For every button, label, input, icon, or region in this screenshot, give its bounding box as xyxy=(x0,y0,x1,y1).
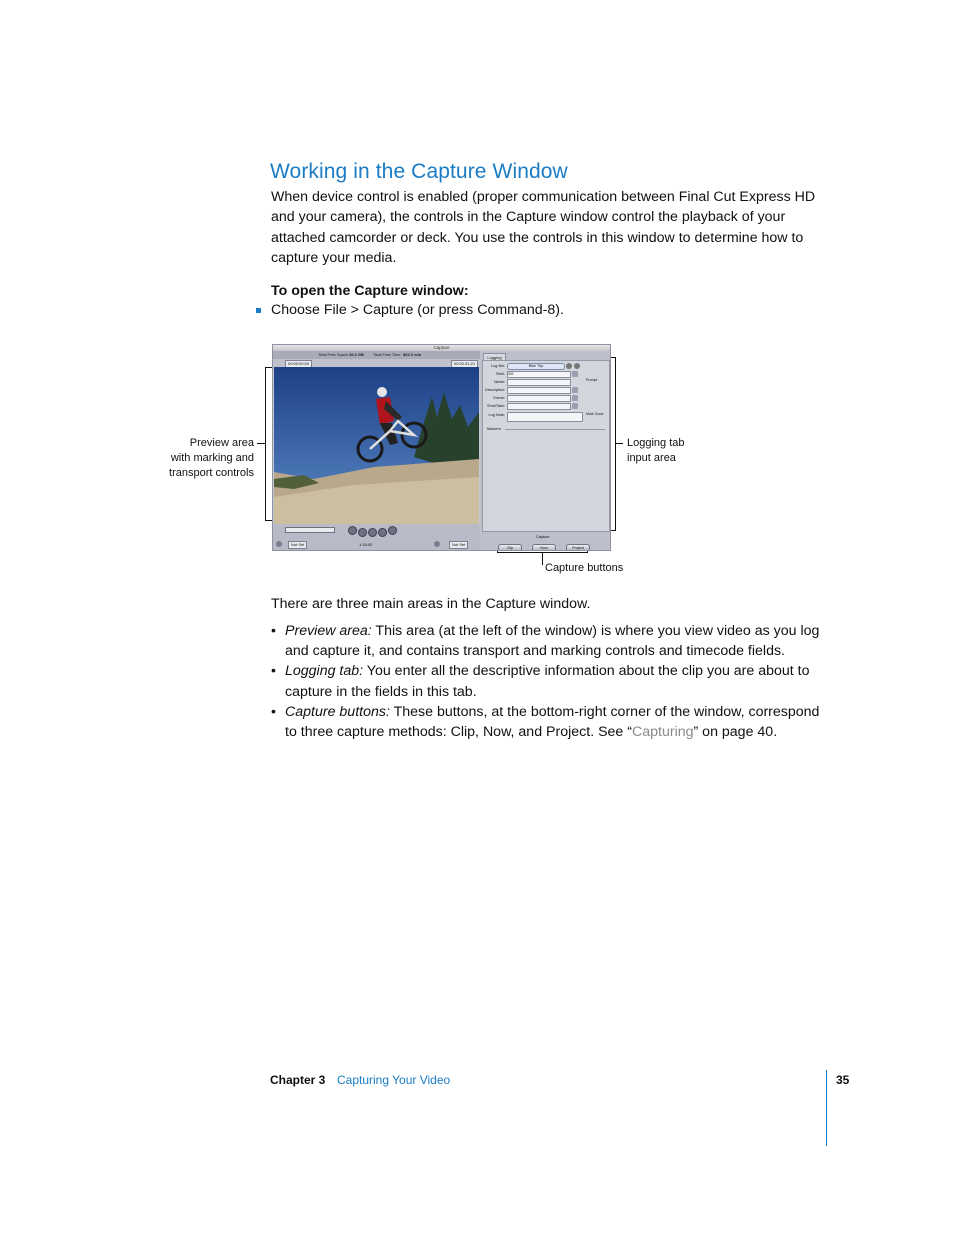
preview-video xyxy=(274,367,479,524)
reel-label: Reel: xyxy=(496,372,505,376)
play-button[interactable] xyxy=(368,528,377,537)
scene-slate-icon[interactable] xyxy=(572,395,578,401)
preview-callout-line1: Preview area xyxy=(189,437,254,449)
capture-window-screenshot xyxy=(272,344,611,551)
timecode-bar xyxy=(273,359,480,367)
preview-callout-line3: transport controls xyxy=(169,467,254,479)
free-space-value: 49.2 GB xyxy=(349,352,364,357)
markers-divider xyxy=(505,429,605,430)
capture-callout-leader xyxy=(542,553,543,565)
logging-panel xyxy=(480,351,610,550)
rewind-button[interactable] xyxy=(348,526,357,535)
capture-group-label: Capture xyxy=(536,535,550,539)
fast-forward-button[interactable] xyxy=(388,526,397,535)
mark-in-field[interactable]: Not Set xyxy=(288,541,307,549)
preview-callout-line2: with marking and xyxy=(170,452,254,464)
log-note-label: Log Note: xyxy=(488,413,505,417)
mark-in-icon[interactable] xyxy=(276,541,282,547)
description-field[interactable] xyxy=(507,387,571,394)
free-time-label: Total Free Time xyxy=(373,352,401,357)
list-item-preview-area xyxy=(271,621,831,661)
term-preview-area: Preview area: xyxy=(285,623,372,639)
capture-project-button[interactable]: Project xyxy=(566,544,590,551)
footer-chapter: Chapter 3 xyxy=(270,1073,326,1087)
name-label: Name: xyxy=(493,380,505,384)
preview-area-callout xyxy=(150,436,254,481)
log-bin-button[interactable]: Bike Trip xyxy=(507,363,565,370)
prev-frame-button[interactable] xyxy=(358,528,367,537)
free-space-label: Total Free Space xyxy=(318,352,349,357)
desc-preview-area: This area (at the left of the window) is where you view video as you log and capture it, and contains transport and marking controls and timecode fields. xyxy=(285,623,820,660)
summary-intro: There are three main areas in the Capture window. xyxy=(271,596,591,612)
mark-out-icon[interactable] xyxy=(434,541,440,547)
timecode-current-field[interactable]: 00:02:31;21 xyxy=(451,360,478,368)
bullet-glyph: • xyxy=(271,703,276,720)
free-time-value: 862.3 min xyxy=(403,352,422,357)
next-frame-button[interactable] xyxy=(378,528,387,537)
logging-callout-leader xyxy=(616,443,623,444)
name-field[interactable] xyxy=(507,379,571,386)
shot-take-label: Shot/Take: xyxy=(487,404,505,408)
areas-list xyxy=(271,621,831,742)
shot-take-field[interactable] xyxy=(507,403,571,410)
footer-chapter-title[interactable]: Capturing Your Video xyxy=(337,1073,451,1087)
log-note-field[interactable] xyxy=(507,412,583,422)
footer-divider xyxy=(826,1070,827,1146)
logging-callout-line1: Logging tab xyxy=(627,437,685,449)
transport-controls xyxy=(273,524,480,550)
duration-field: 1:15:00 xyxy=(359,542,373,547)
log-bin-label: Log Bin: xyxy=(491,364,505,368)
window-title: Capture xyxy=(273,345,610,351)
reel-slate-icon[interactable] xyxy=(572,371,578,377)
list-item-logging-tab xyxy=(271,661,831,701)
capture-buttons-callout: Capture buttons xyxy=(545,562,624,574)
timecode-duration-field[interactable]: 00:00:00;00 xyxy=(285,360,312,368)
logging-callout-line2: input area xyxy=(627,452,676,464)
bullet-glyph: • xyxy=(271,623,276,639)
logging-tab-body xyxy=(482,360,610,532)
scene-field[interactable] xyxy=(507,395,571,402)
capturing-link[interactable]: Capturing xyxy=(631,724,694,741)
description-slate-icon[interactable] xyxy=(572,387,578,393)
list-item-capture-buttons xyxy=(271,702,831,742)
free-space-bar xyxy=(273,351,480,359)
procedure-step: Choose File > Capture (or press Command-8). xyxy=(271,302,564,318)
step-bullet-icon xyxy=(256,308,261,313)
section-heading: Working in the Capture Window xyxy=(270,160,568,183)
tab-logging[interactable]: Logging xyxy=(483,353,506,361)
capture-now-button[interactable]: Now xyxy=(532,544,556,551)
description-label: Description: xyxy=(484,388,505,392)
scene-label: Scene: xyxy=(493,396,505,400)
bullet-glyph: • xyxy=(271,663,276,680)
capture-clip-button[interactable]: Clip xyxy=(498,544,522,551)
logging-tab-callout xyxy=(627,436,737,466)
desc-capture-buttons: These buttons, at the bottom-right corner of the window, correspond to three capture methods: Clip, Now, and Project. See “ xyxy=(285,703,820,741)
shot-take-slate-icon[interactable] xyxy=(572,403,578,409)
mark-good-checkbox[interactable]: Mark Good xyxy=(586,412,604,416)
preview-callout-leader xyxy=(257,443,265,444)
page-number: 35 xyxy=(836,1073,850,1087)
term-capture-buttons: Capture buttons: xyxy=(285,703,390,720)
desc-capture-buttons-end: ” on page 40. xyxy=(693,724,778,741)
jog-shuttle-slider[interactable] xyxy=(285,527,335,533)
new-bin-icon[interactable] xyxy=(574,363,580,369)
reel-field[interactable]: 001 xyxy=(507,371,571,378)
intro-paragraph: When device control is enabled (proper communication between Final Cut Express HD and your camera), the controls in the Capture window control the playback of your attached camcorder or deck. You use the controls in this window to determine how to capture your media. xyxy=(271,189,816,267)
desc-logging-tab: You enter all the descriptive information about the clip you are about to capture in the fields in this tab. xyxy=(285,663,810,700)
term-logging-tab: Logging tab: xyxy=(285,663,364,680)
prompt-checkbox[interactable]: Prompt xyxy=(586,378,598,382)
procedure-title: To open the Capture window: xyxy=(271,283,469,299)
markers-disclosure[interactable]: Markers xyxy=(487,427,501,431)
mark-out-field[interactable]: Not Set xyxy=(449,541,468,549)
up-bin-icon[interactable] xyxy=(566,363,572,369)
